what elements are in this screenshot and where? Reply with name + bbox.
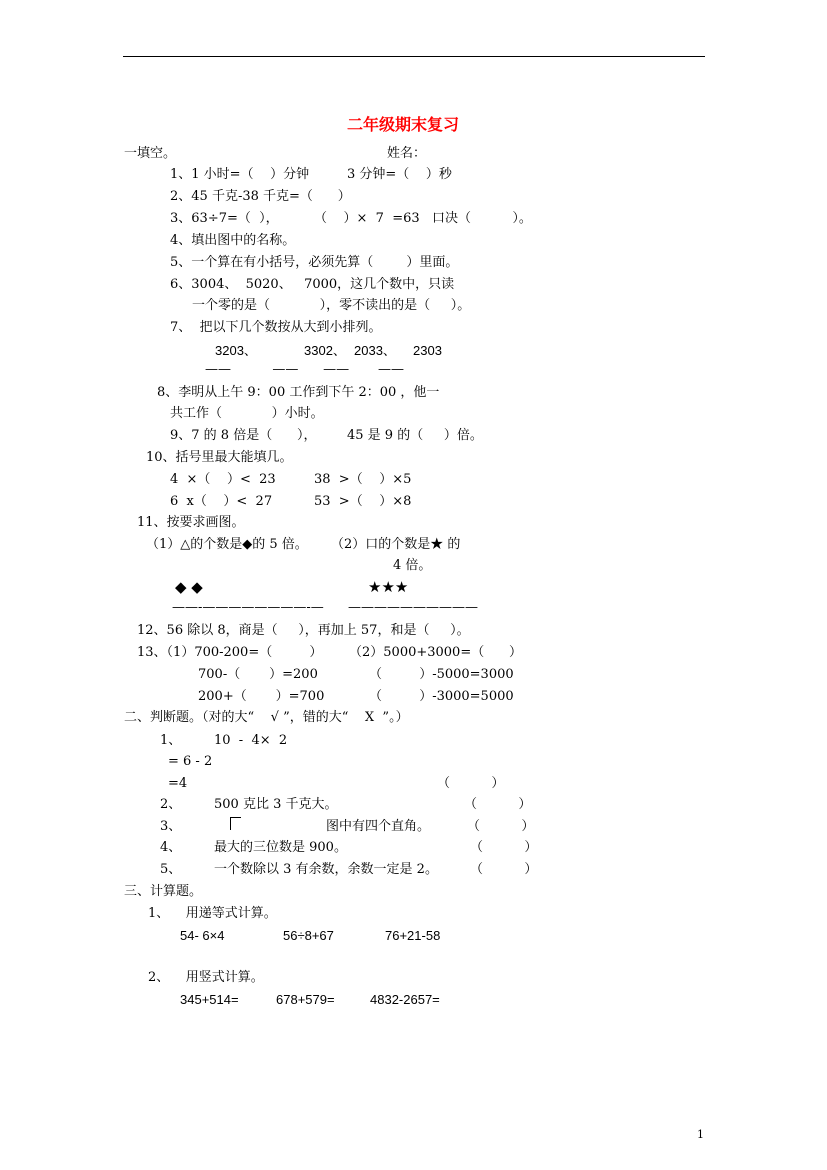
c2-item-2: 678+579= [276,992,335,1007]
q13-line1-a: 13、（1）700-200=（ ） [137,645,323,660]
name-label: 姓名： [387,146,427,161]
q13-line3-b: （ ）-3000=5000 [369,689,514,704]
c2-label: 2、 用竖式计算。 [148,970,264,985]
q3-part-b: （ ）× 7 =63 [314,211,420,226]
diamond-shapes: ◆ ◆ [175,578,203,596]
j5-answer-paren: （ ） [470,862,538,877]
j5-text: 一个数除以 3 有余数，余数一定是 2。 [214,862,438,877]
q11-part2-cont: 4 倍。 [393,558,432,573]
j2-text: 500 克比 3 千克大。 [214,797,338,812]
q1-part-b: 3 分钟=（ ）秒 [347,167,452,182]
q2: 2、45 千克-38 千克=（ ） [170,189,351,204]
c1-label: 1、 用递等式计算。 [148,906,277,921]
q11-blank-line-1: ——-————————-— [172,600,324,615]
q4: 4、填出图中的名称。 [170,233,296,248]
q10-row1-b: 38 >（ ）×5 [314,472,412,487]
q11-part1: （1）△的个数是◆的 5 倍。 [146,537,308,552]
c1-item-2: 56÷8+67 [283,928,334,943]
j4-number: 4、 [160,840,182,855]
page-title: 二年级期末复习 [347,115,460,134]
j4-answer-paren: （ ） [470,840,538,855]
j5-number: 5、 [160,862,182,877]
q11-heading: 11、按要求画图。 [137,515,245,530]
star-shapes: ★★★ [368,578,409,596]
q6-line2: 一个零的是（ ），零不读出的是（ ）。 [192,298,471,313]
q5: 5、一个算在有小括号，必须先算（ ）里面。 [170,255,459,270]
j3-number: 3、 [160,819,182,834]
q7-number-3: 2033、 [354,343,396,358]
c1-item-3: 76+21-58 [385,928,441,943]
q7-number-2: 3302、 [304,343,346,358]
j1-step2: = 6 - 2 [168,754,213,769]
q12: 12、56 除以 8，商是（ ），再加上 57，和是（ ）。 [137,623,470,638]
q13-line2-b: （ ）-5000=3000 [369,667,514,682]
q7-answer-blanks: —— —— —— —— [205,362,405,377]
q8-line2: 共工作（ ）小时。 [170,406,324,421]
right-angle-figure [230,817,241,830]
j2-number: 2、 [160,797,182,812]
j1-step3: =4 [168,776,188,791]
c1-item-1: 54- 6×4 [180,928,225,943]
q10-row2-a: 6 x（ ）< 27 [170,494,273,509]
q11-blank-line-2: —————————— [348,600,478,615]
q11-part2: （2）口的个数是★ 的 [331,537,461,552]
q7-number-1: 3203、 [215,343,257,358]
q6-line1: 6、3004、 5020、 7000，这几个数中，只读 [170,277,455,292]
j1-number: 1、 [160,733,182,748]
q10-row2-b: 53 >（ ）×8 [314,494,412,509]
q7-line1: 7、 把以下几个数按从大到小排列。 [170,320,382,335]
j3-answer-paren: （ ） [467,819,535,834]
q13-line3-a: 200+（ ）=700 [198,689,325,704]
header-rule [123,56,705,57]
q13-line2-a: 700-（ ）=200 [198,667,318,682]
j1-expression: 10 - 4× 2 [214,733,288,748]
j2-answer-paren: （ ） [464,797,532,812]
j3-text: 图中有四个直角。 [326,819,431,834]
q8-line1: 8、李明从上午 9：00 工作到下午 2：00 ，他一 [157,385,440,400]
page-number: 1 [697,1128,704,1141]
q9-part-a: 9、7 的 8 倍是（ ）， [170,428,317,443]
j1-answer-paren: （ ） [437,776,505,791]
section1-heading: 一填空。 [124,146,177,161]
q9-part-b: 45 是 9 的（ ）倍。 [347,428,483,443]
section3-heading: 三、计算题。 [124,884,203,899]
q3-part-c: 口决（ ）。 [432,211,532,226]
q1-part-a: 1、1 小时=（ ）分钟 [170,167,310,182]
q10-heading: 10、括号里最大能填几。 [146,450,293,465]
q10-row1-a: 4 ×（ ）< 23 [170,472,276,487]
q7-number-4: 2303 [413,343,442,358]
c2-item-3: 4832-2657= [370,992,440,1007]
section2-heading: 二、判断题。（对的大“ √ ”，错的大“ X ”。） [124,710,409,725]
c2-item-1: 345+514= [180,992,239,1007]
j4-text: 最大的三位数是 900。 [214,840,347,855]
q3-part-a: 3、63÷7=（ ）， [170,211,279,226]
q13-line1-b: （2）5000+3000=（ ） [349,645,523,660]
